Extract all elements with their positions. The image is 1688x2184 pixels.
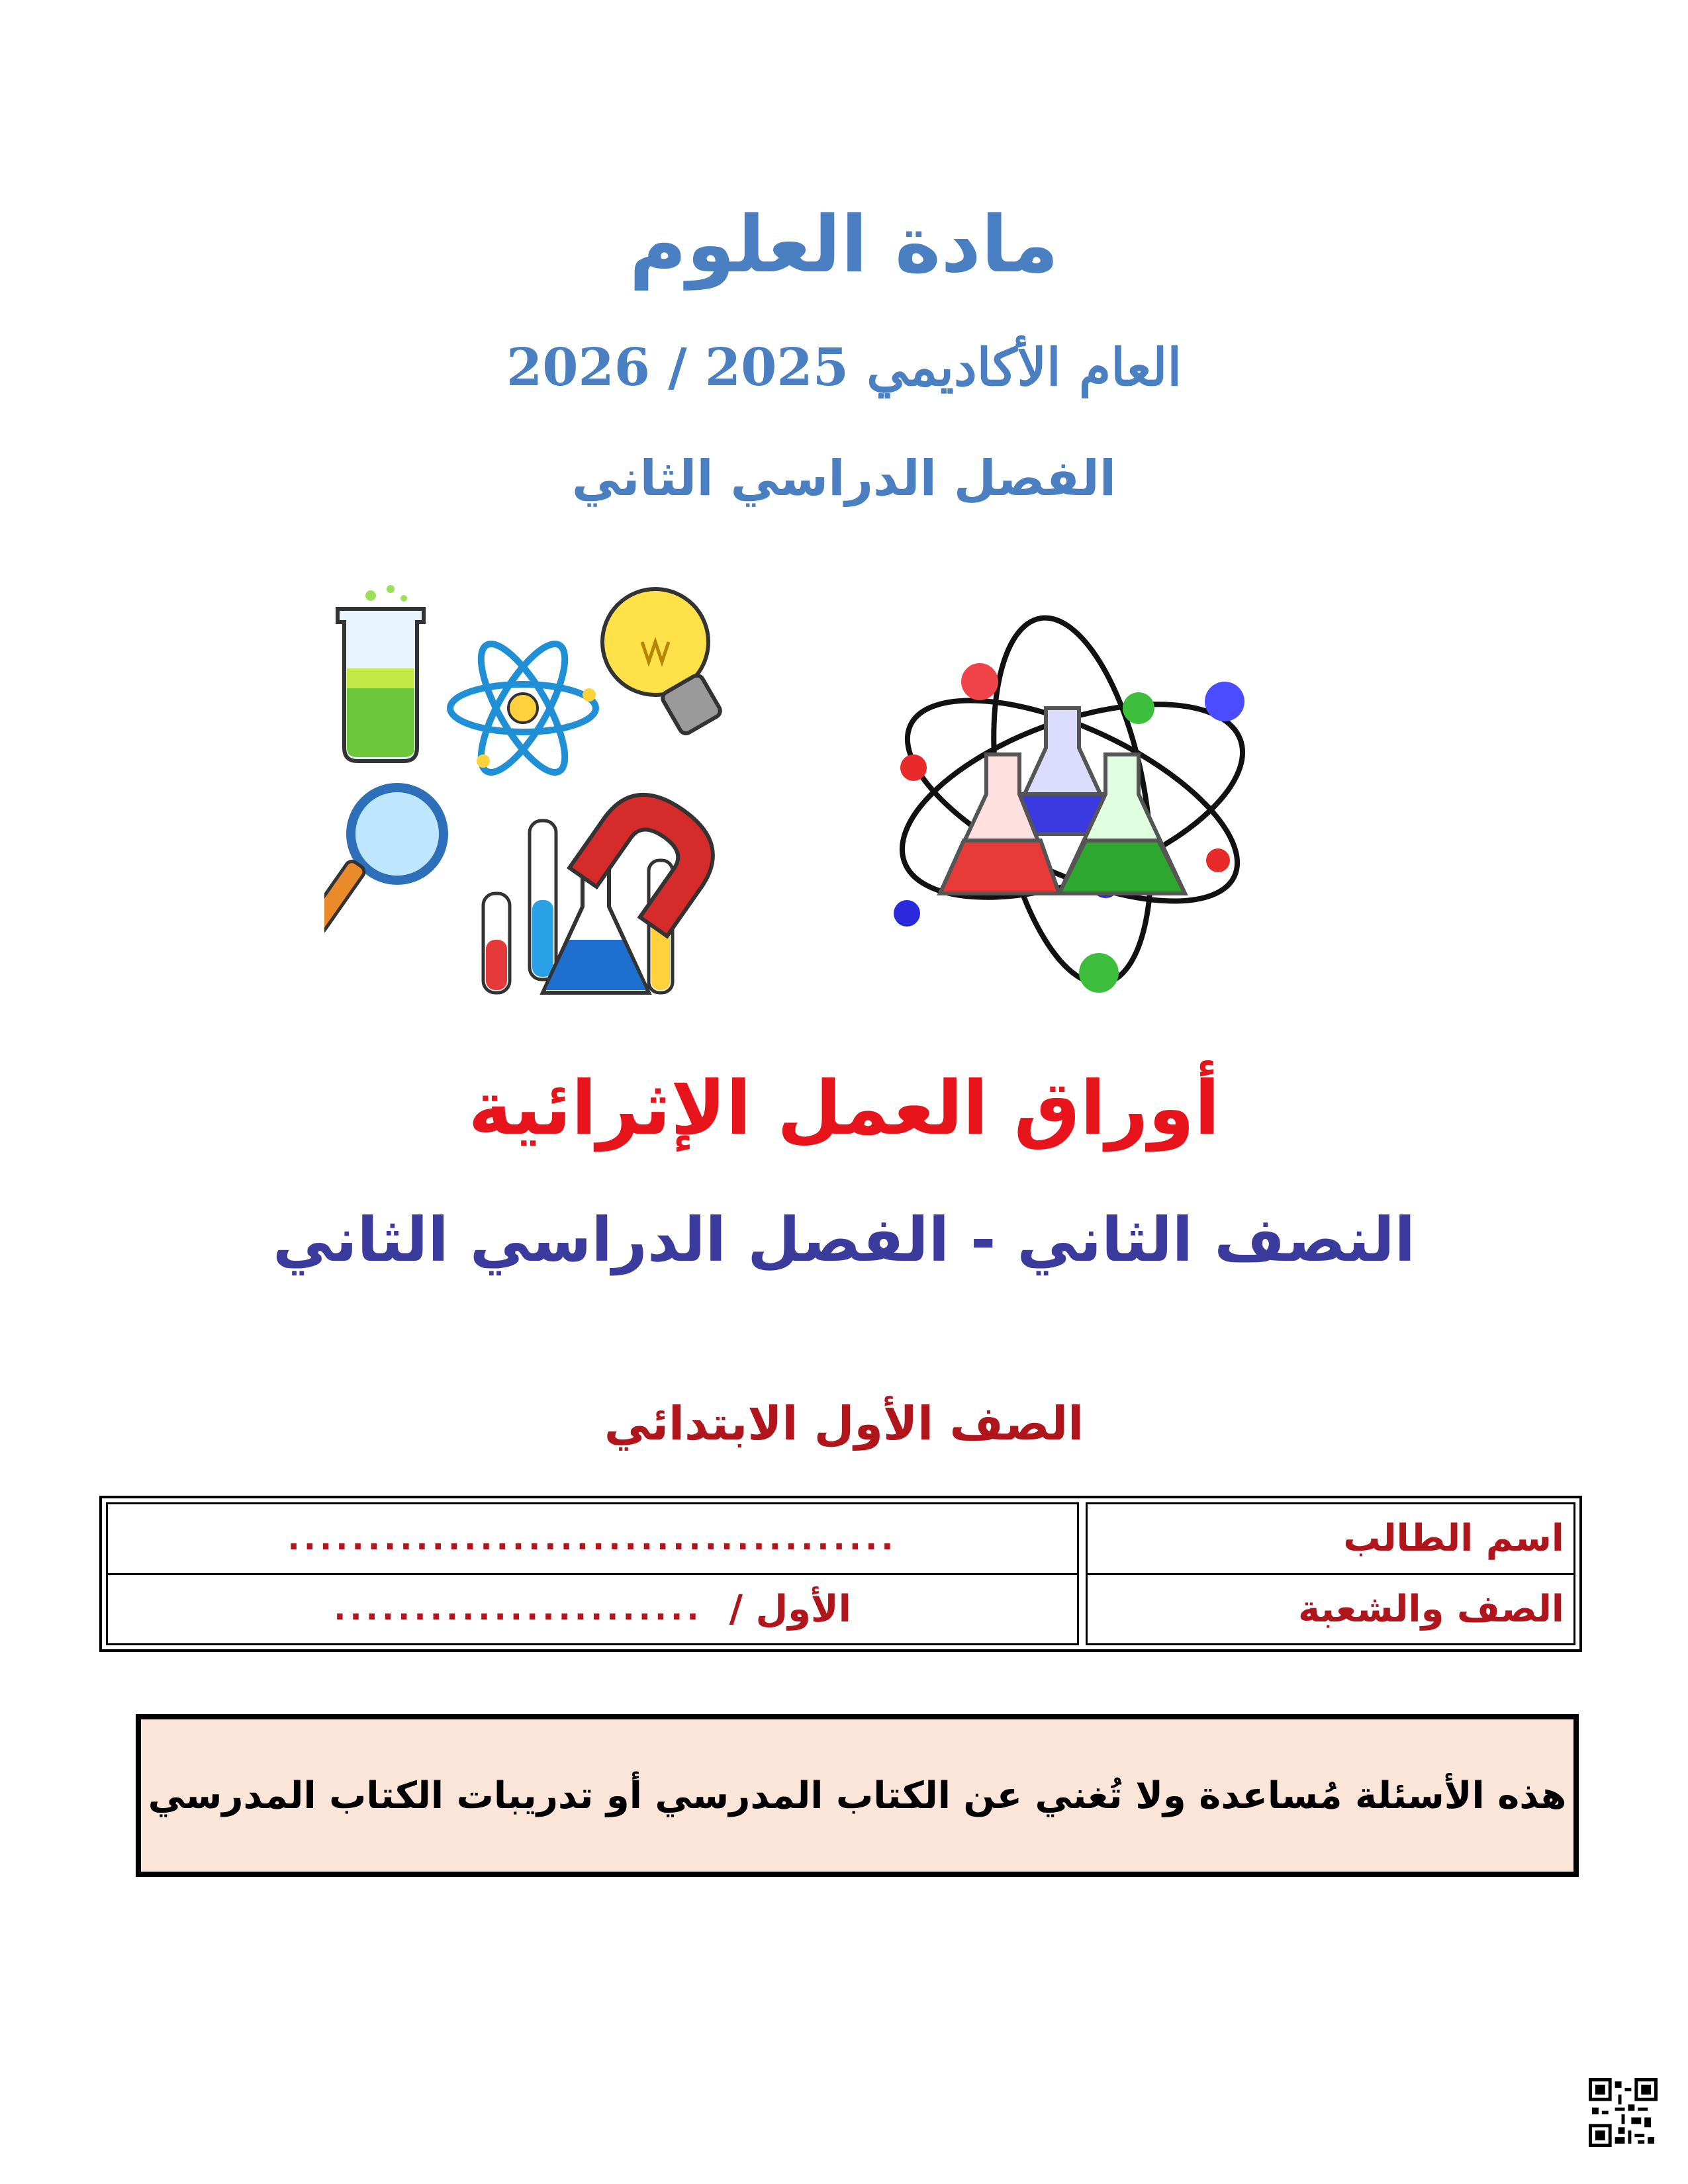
label-column <box>1086 1502 1575 1645</box>
light-bulb-icon <box>602 589 722 736</box>
science-clipart-cluster <box>324 582 748 1006</box>
class-section-label: الصف والشعبة <box>1088 1573 1573 1644</box>
academic-year: العام الأكاديمي 2025 / 2026 <box>506 338 1182 398</box>
grade-title: الصف الأول الابتدائي <box>604 1396 1084 1451</box>
class-section-dots: ....................... <box>334 1590 703 1628</box>
note-box <box>136 1714 1579 1877</box>
magnifier-icon <box>324 788 444 935</box>
student-info-table <box>99 1496 1582 1652</box>
class-section-field[interactable] <box>108 1573 1077 1644</box>
beaker-icon <box>338 585 424 761</box>
student-name-field[interactable] <box>108 1504 1077 1573</box>
worksheets-title: أوراق العمل الإثرائية <box>468 1066 1220 1152</box>
class-prefix: الأول / <box>729 1587 851 1631</box>
semester-subtitle: الفصل الدراسي الثاني <box>571 450 1117 507</box>
student-name-dots: ...................................... <box>287 1520 898 1557</box>
atom-flasks-icon <box>887 596 1258 1006</box>
qr-code-icon <box>1589 2078 1658 2147</box>
flasks-icon <box>483 821 673 993</box>
student-name-label: اسم الطالب <box>1343 1517 1564 1561</box>
note-text: هذه الأسئلة مُساعدة ولا تُغني عن الكتاب المدرسي أو تدريبات الكتاب المدرسي <box>148 1774 1567 1817</box>
subject-title: مادة العلوم <box>629 199 1059 290</box>
atom-icon <box>450 633 596 784</box>
half-semester-title: النصف الثاني - الفصل الدراسي الثاني <box>272 1205 1416 1275</box>
value-column <box>106 1502 1079 1645</box>
